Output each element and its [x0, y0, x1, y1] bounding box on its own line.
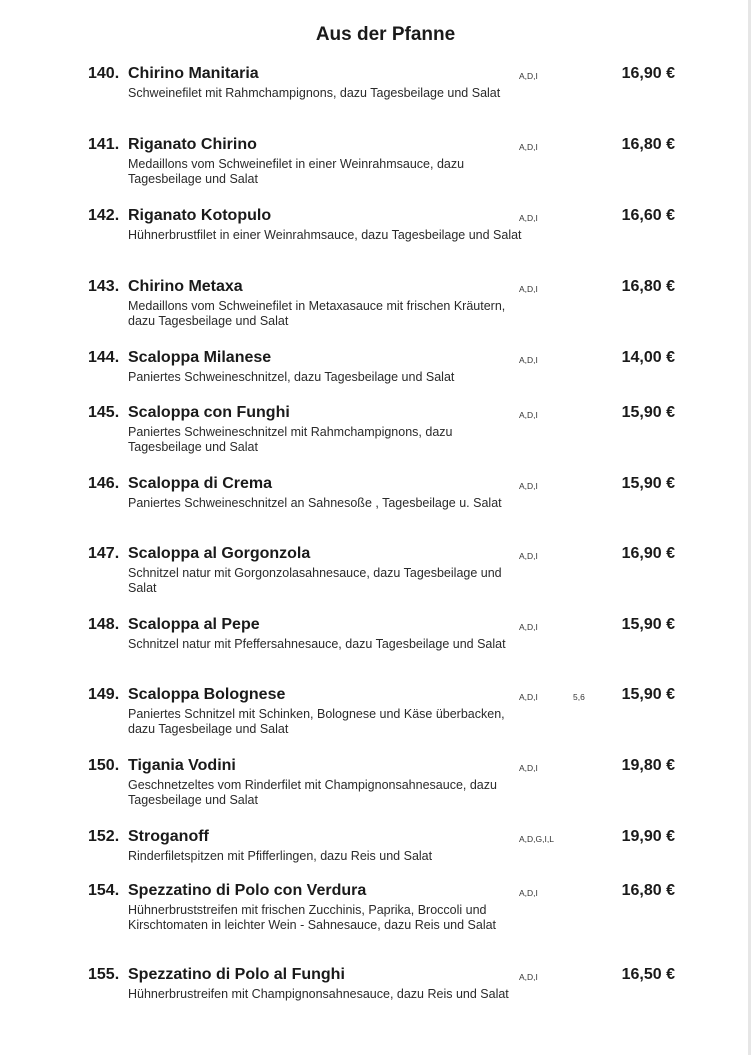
item-additives: 5,6 — [573, 692, 585, 702]
item-number: 154. — [88, 882, 120, 899]
item-name: Scaloppa al Pepe — [128, 616, 260, 633]
item-price: 16,90 € — [621, 65, 675, 82]
item-description: Hühnerbrustreifen mit Champignonsahnesauce, dazu Reis und Salat — [128, 987, 509, 1001]
item-description: Hühnerbrustfilet in einer Weinrahmsauce, dazu Tagesbeilage und Salat — [128, 228, 522, 242]
item-number: 144. — [88, 349, 120, 366]
item-name: Scaloppa di Crema — [128, 475, 273, 492]
item-number: 148. — [88, 616, 120, 633]
item-price: 16,80 € — [621, 278, 675, 295]
item-price: 15,90 € — [621, 686, 675, 703]
item-description: Hühnerbruststreifen mit frischen Zucchinis, Paprika, Broccoli und Kirschtomaten in leichter Wein - Sahnesauce, dazu Reis und Salat — [128, 903, 497, 932]
item-price: 16,60 € — [621, 207, 675, 224]
item-price: 16,50 € — [621, 966, 675, 983]
item-price: 19,90 € — [621, 828, 675, 845]
item-number: 149. — [88, 686, 120, 703]
item-number: 146. — [88, 475, 120, 492]
item-description: Schnitzel natur mit Pfeffersahnesauce, dazu Tagesbeilage und Salat — [128, 637, 506, 651]
item-description: Paniertes Schweineschnitzel mit Rahmchampignons, dazu Tagesbeilage und Salat — [128, 425, 453, 454]
item-name: Tigania Vodini — [128, 757, 236, 774]
item-description: Paniertes Schnitzel mit Schinken, Bolognese und Käse überbacken, dazu Tagesbeilage und Salat — [128, 707, 505, 736]
page-title: Aus der Pfanne — [315, 24, 456, 45]
item-name: Chirino Manitaria — [128, 65, 259, 82]
item-allergens: A,D,I — [519, 410, 538, 420]
item-allergens: A,D,I — [519, 71, 538, 81]
item-description: Paniertes Schweineschnitzel an Sahnesoße , Tagesbeilage u. Salat — [128, 496, 502, 510]
item-description: Schweinefilet mit Rahmchampignons, dazu Tagesbeilage und Salat — [128, 86, 501, 100]
item-price: 19,80 € — [621, 757, 675, 774]
item-price: 16,90 € — [621, 545, 675, 562]
item-number: 140. — [88, 65, 120, 82]
item-name: Stroganoff — [128, 828, 209, 845]
item-allergens: A,D,I — [519, 284, 538, 294]
item-description: Medaillons vom Schweinefilet in Metaxasauce mit frischen Kräutern, dazu Tagesbeilage und Salat — [128, 299, 506, 328]
item-allergens: A,D,I — [519, 355, 538, 365]
item-allergens: A,D,I — [519, 142, 538, 152]
item-name: Scaloppa Milanese — [128, 349, 272, 366]
item-name: Scaloppa con Funghi — [128, 404, 290, 421]
item-name: Chirino Metaxa — [128, 278, 243, 295]
item-number: 147. — [88, 545, 120, 562]
item-number: 155. — [88, 966, 120, 983]
item-allergens: A,D,I — [519, 622, 538, 632]
item-name: Scaloppa Bolognese — [128, 686, 286, 703]
item-price: 16,80 € — [621, 136, 675, 153]
item-allergens: A,D,I — [519, 972, 538, 982]
item-price: 15,90 € — [621, 616, 675, 633]
item-description: Paniertes Schweineschnitzel, dazu Tagesbeilage und Salat — [128, 370, 455, 384]
item-price: 15,90 € — [621, 404, 675, 421]
item-allergens: A,D,G,I,L — [519, 834, 554, 844]
item-name: Spezzatino di Polo al Funghi — [128, 966, 345, 983]
item-description: Geschnetzeltes vom Rinderfilet mit Champignonsahnesauce, dazu Tagesbeilage und Salat — [128, 778, 497, 807]
item-description: Schnitzel natur mit Gorgonzolasahnesauce, dazu Tagesbeilage und Salat — [128, 566, 502, 595]
item-allergens: A,D,I — [519, 213, 538, 223]
item-number: 142. — [88, 207, 120, 224]
item-number: 145. — [88, 404, 120, 421]
item-allergens: A,D,I — [519, 888, 538, 898]
item-allergens: A,D,I — [519, 692, 538, 702]
item-allergens: A,D,I — [519, 763, 538, 773]
item-allergens: A,D,I — [519, 481, 538, 491]
item-number: 143. — [88, 278, 120, 295]
item-name: Riganato Chirino — [128, 136, 257, 153]
item-price: 14,00 € — [621, 349, 675, 366]
item-name: Spezzatino di Polo con Verdura — [128, 882, 367, 899]
item-number: 141. — [88, 136, 120, 153]
item-name: Riganato Kotopulo — [128, 207, 272, 224]
item-number: 152. — [88, 828, 120, 845]
item-number: 150. — [88, 757, 120, 774]
item-price: 16,80 € — [621, 882, 675, 899]
item-description: Medaillons vom Schweinefilet in einer Weinrahmsauce, dazu Tagesbeilage und Salat — [128, 157, 465, 186]
item-allergens: A,D,I — [519, 551, 538, 561]
item-description: Rinderfiletspitzen mit Pfifferlingen, dazu Reis und Salat — [128, 849, 433, 863]
item-name: Scaloppa al Gorgonzola — [128, 545, 311, 562]
item-price: 15,90 € — [621, 475, 675, 492]
